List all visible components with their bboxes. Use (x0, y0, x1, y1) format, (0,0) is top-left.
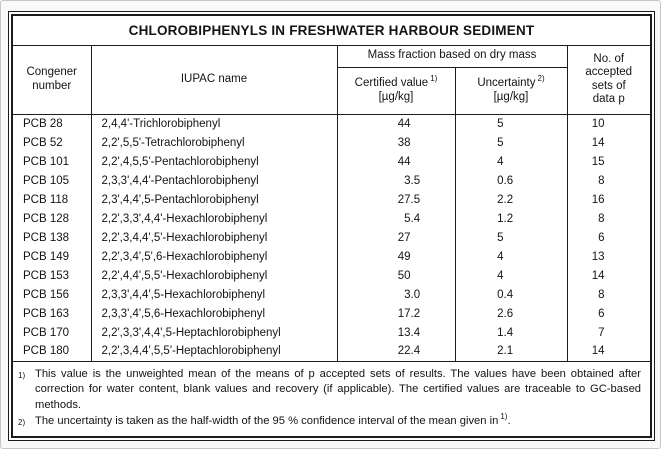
iupac-cell: 2,4,4'-Trichlorobiphenyl (91, 114, 337, 133)
footnote-1 (18, 367, 641, 414)
header-iupac-name: IUPAC name (91, 45, 337, 114)
header-uncertainty (455, 67, 567, 114)
congener-cell: PCB 105 (23, 174, 70, 187)
header-accepted-sets-line: No. of (593, 52, 625, 65)
sets-cell: 6 (567, 228, 650, 247)
uncertainty-cell: 2 .2 (455, 190, 567, 209)
uncertainty-cell: 1 .4 (455, 323, 567, 342)
footnote-section (13, 361, 650, 438)
sets-cell: 15 (567, 152, 650, 171)
congener-cell: PCB 101 (23, 155, 70, 168)
congener-cell: PCB 118 (23, 193, 69, 206)
uncertainty-cell: 0 .6 (455, 171, 567, 190)
header-mass-fraction-group: Mass fraction based on dry mass (337, 45, 567, 67)
table-row (13, 114, 650, 133)
table-row (13, 304, 650, 323)
header-certified-unit: [µg/kg] (378, 90, 414, 103)
certified-cell: 27 .5 (337, 190, 455, 209)
title-row (13, 16, 650, 45)
congener-cell: PCB 52 (23, 136, 63, 149)
table-row (13, 323, 650, 342)
footnote-2-ref: 1) (500, 412, 508, 422)
certified-cell: 27 (337, 228, 455, 247)
sets-cell: 10 (567, 114, 650, 133)
header-accepted-sets (567, 45, 650, 114)
uncertainty-cell: 4 (455, 152, 567, 171)
footnote-1-body: This value is the unweighted mean of the means of p accepted sets of results. The values have been obtained after correction for water content, blank values and recovery (if applicable). The certified values are traceable to GC-based methods. (35, 367, 642, 411)
table-row (13, 133, 650, 152)
certified-cell: 17 .2 (337, 304, 455, 323)
footnote-2-end: . (507, 415, 511, 427)
footnote-2-text (35, 414, 641, 431)
iupac-cell: 2,2',4,5,5'-Pentachlorobiphenyl (91, 152, 337, 171)
footnote-row (13, 361, 650, 438)
certified-cell: 22 .4 (337, 342, 455, 361)
uncertainty-cell: 2 .1 (455, 342, 567, 361)
header-accepted-sets-line: accepted (585, 66, 633, 78)
table-row (13, 247, 650, 266)
document-inner-border (11, 14, 652, 438)
header-accepted-sets-line: data p (592, 93, 625, 105)
uncertainty-cell: 2 .6 (455, 304, 567, 323)
congener-cell: PCB 163 (23, 307, 70, 320)
congener-cell: PCB 153 (23, 269, 70, 282)
iupac-cell: 2,2',5,5'-Tetrachlorobiphenyl (91, 133, 337, 152)
congener-cell: PCB 138 (23, 231, 70, 244)
table-row (13, 190, 650, 209)
table-row (13, 209, 650, 228)
certified-cell: 49 (337, 247, 455, 266)
congener-cell: PCB 170 (23, 326, 70, 339)
congener-cell: PCB 180 (23, 345, 70, 358)
footnote-ref-1-icon: 1) (430, 74, 438, 84)
congener-cell: PCB 28 (23, 117, 63, 130)
uncertainty-cell: 5 (455, 133, 567, 152)
iupac-cell: 2,3,3',4',5,6-Hexachlorobiphenyl (91, 304, 337, 323)
iupac-cell: 2,2',3,3',4,4',5-Heptachlorobiphenyl (91, 323, 337, 342)
footnote-1-marker: 1) (18, 370, 26, 380)
certified-cell: 5 .4 (337, 209, 455, 228)
table-row (13, 228, 650, 247)
sets-cell: 6 (567, 304, 650, 323)
iupac-cell: 2,2',4,4',5,5'-Hexachlorobiphenyl (91, 266, 337, 285)
iupac-cell: 2,2',3,4,4',5,5'-Heptachlorobiphenyl (91, 342, 337, 361)
certified-cell: 50 (337, 266, 455, 285)
certified-cell: 13 .4 (337, 323, 455, 342)
certified-cell: 3 .5 (337, 171, 455, 190)
footnote-2-body: The uncertainty is taken as the half-width of the 95 % confidence interval of the mean given in (35, 415, 499, 427)
iupac-cell: 2,3,3',4,4'-Pentachlorobiphenyl (91, 171, 337, 190)
sets-cell: 13 (567, 247, 650, 266)
header-congener-number: Congener number (13, 45, 91, 114)
uncertainty-cell: 4 (455, 266, 567, 285)
iupac-cell: 2,2',3,4,4',5'-Hexachlorobiphenyl (91, 228, 337, 247)
header-row-group (13, 45, 650, 67)
iupac-cell: 2,2',3,3',4,4'-Hexachlorobiphenyl (91, 209, 337, 228)
footnote-2 (18, 414, 641, 431)
sets-cell: 14 (567, 342, 650, 361)
iupac-cell: 2,3,3',4,4',5-Hexachlorobiphenyl (91, 285, 337, 304)
congener-cell: PCB 149 (23, 250, 70, 263)
uncertainty-cell: 0 .4 (455, 285, 567, 304)
congener-cell: PCB 156 (23, 288, 70, 301)
table-row (13, 266, 650, 285)
uncertainty-cell: 4 (455, 247, 567, 266)
uncertainty-cell: 5 (455, 228, 567, 247)
header-accepted-sets-line: sets of (591, 79, 626, 92)
table-row (13, 171, 650, 190)
header-uncertainty-label: Uncertainty (477, 77, 536, 89)
table-row (13, 152, 650, 171)
document-outer-border (8, 11, 655, 441)
certified-cell: 38 (337, 133, 455, 152)
header-uncertainty-unit: [µg/kg] (493, 90, 529, 103)
sets-cell: 8 (567, 285, 650, 304)
uncertainty-cell: 5 (455, 114, 567, 133)
sets-cell: 14 (567, 266, 650, 285)
certified-cell: 3 .0 (337, 285, 455, 304)
page-title: CHLOROBIPHENYLS IN FRESHWATER HARBOUR SEDIMENT (13, 16, 650, 45)
congener-cell: PCB 128 (23, 212, 70, 225)
table-body (13, 114, 650, 361)
iupac-cell: 2,3',4,4',5-Pentachlorobiphenyl (91, 190, 337, 209)
footnote-1-text (35, 367, 641, 414)
table-row (13, 285, 650, 304)
certified-values-table (13, 16, 650, 438)
header-certified-label: Certified value (354, 77, 429, 89)
footnote-ref-2-icon: 2) (537, 74, 545, 84)
sets-cell: 14 (567, 133, 650, 152)
sets-cell: 8 (567, 171, 650, 190)
table-row (13, 342, 650, 361)
sets-cell: 7 (567, 323, 650, 342)
iupac-cell: 2,2',3,4',5',6-Hexachlorobiphenyl (91, 247, 337, 266)
certified-cell: 44 (337, 152, 455, 171)
header-certified-value (337, 67, 455, 114)
uncertainty-cell: 1 .2 (455, 209, 567, 228)
certified-cell: 44 (337, 114, 455, 133)
footnote-2-marker: 2) (18, 418, 26, 427)
sets-cell: 16 (567, 190, 650, 209)
sets-cell: 8 (567, 209, 650, 228)
